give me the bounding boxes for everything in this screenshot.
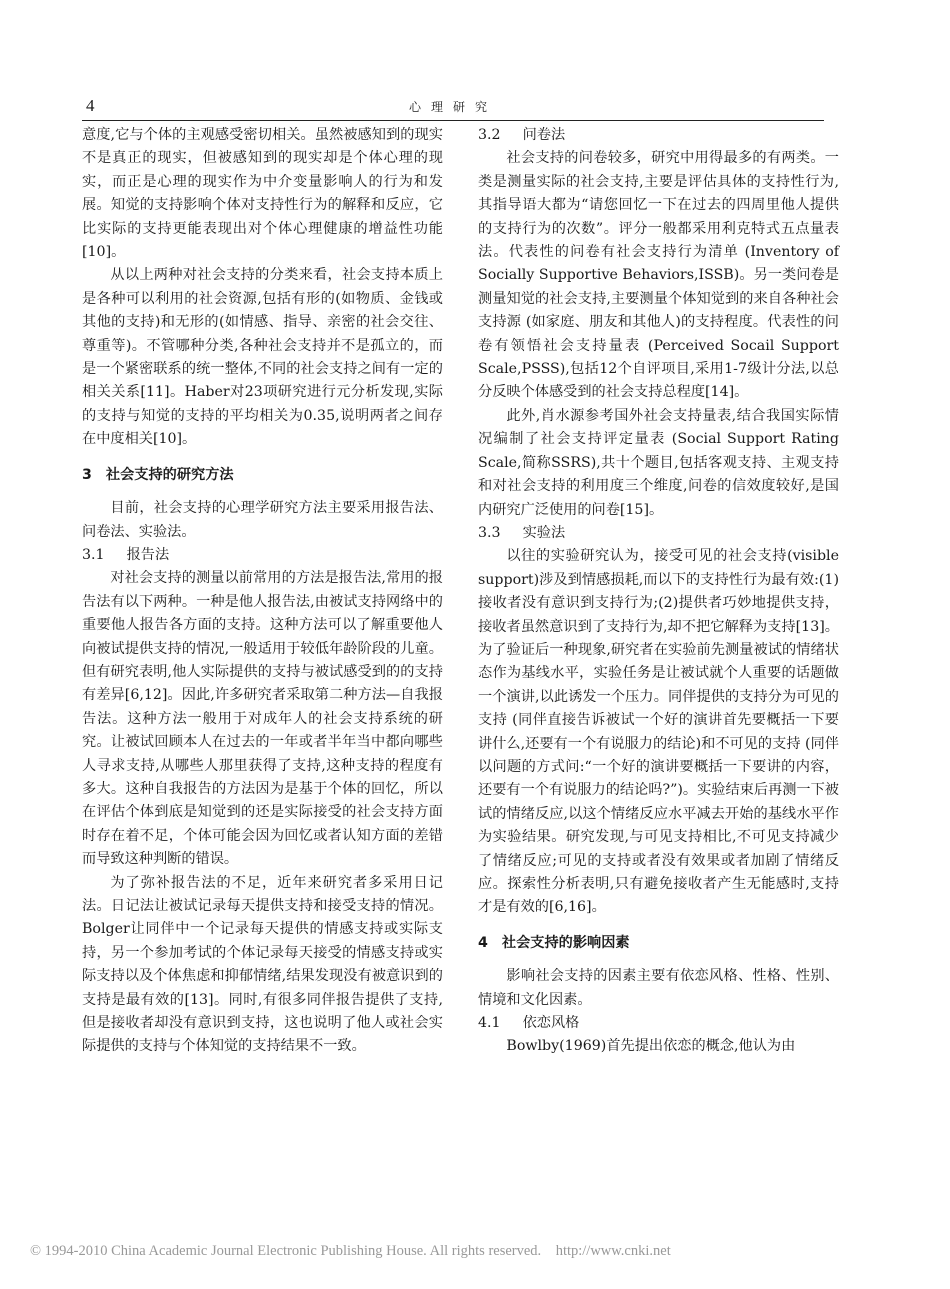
subsection-title: 问卷法 bbox=[522, 127, 566, 143]
section-number: 3 bbox=[82, 466, 92, 483]
right-column bbox=[478, 124, 839, 1059]
section-number: 4 bbox=[478, 934, 488, 951]
paragraph: Bowlby(1969)首先提出依恋的概念,他认为由 bbox=[506, 1038, 796, 1055]
copyright-footer bbox=[30, 1243, 671, 1260]
paragraph: 影响社会支持的因素主要有依恋风格、性格、性别、情境和文化因素。 bbox=[478, 968, 839, 1008]
paragraph: 意度,它与个体的主观感受密切相关。虽然被感知到的现实不是真正的现实，但被感知到的现实却是个体心理的现实，而正是心理的现实作为中介变量影响人的行为和发展。知觉的支持影响个体对支持性行为的解释和反应，它比实际的支持更能表现出对个体心理健康的增益性功能[10]。 bbox=[82, 127, 443, 261]
journal-title: 心理研究 bbox=[408, 100, 497, 114]
paragraph: 从以上两种对社会支持的分类来看，社会支持本质上是各种可以利用的社会资源,包括有形的(如物质、金钱或其他的支持)和无形的(如情感、指导、亲密的社会交往、尊重等)。不管哪种分类,各种社会支持并不是孤立的，而是一个紧密联系的统一整体,不同的社会支持之间有一定的相关关系[11]。Haber对23项研究进行元分析发现,实际的支持与知觉的支持的平均相关为0.35,说明两者之间存在中度相关[10]。 bbox=[82, 267, 443, 448]
subsection-number: 3.2 bbox=[478, 127, 501, 143]
section-title: 社会支持的影响因素 bbox=[501, 934, 630, 951]
section-heading bbox=[82, 464, 443, 487]
subsection-number: 3.1 bbox=[82, 546, 105, 563]
subsection-number: 4.1 bbox=[478, 1015, 501, 1032]
section-heading bbox=[478, 932, 839, 955]
subsection-title: 报告法 bbox=[126, 546, 170, 563]
paragraph: 对社会支持的测量以前常用的方法是报告法,常用的报告法有以下两种。一种是他人报告法,由被试支持网络中的重要他人报告各方面的支持。这种方法可以了解重要他人向被试提供支持的情况,一般适用于较低年龄阶段的儿童。但有研究表明,他人实际提供的支持与被试感受到的的支持有差异[6,12]。因此,许多研究者采取第二种方法—自我报告法。这种方法一般用于对成年人的社会支持系统的研究。让被试回顾本人在过去的一年或者半年当中都向哪些人寻求支持,从哪些人那里获得了支持,这种支持的程度有多大。这种自我报告的方法因为是基于个体的回忆，所以在评估个体到底是知觉到的还是实际接受的社会支持方面时存在着不足，个体可能会因为回忆或者认知方面的差错而导致这种判断的错误。 bbox=[82, 570, 443, 868]
subsection-number: 3.3 bbox=[478, 524, 501, 541]
paragraph: 以往的实验研究认为，接受可见的社会支持(visible support)涉及到情感损耗,而以下的支持性行为最有效:(1)接收者没有意识到支持行为;(2)提供者巧妙地提供支持，接收者虽然意识到了支持行为,却不把它解释为支持[13]。为了验证后一种现象,研究者在实验前先测量被试的情绪状态作为基线水平，实验任务是让被试就个人重要的话题做一个演讲,以此诱发一个压力。同伴提供的支持分为可见的支持 (同伴直接告诉被试一个好的演讲首先要概括一下要讲什么,还要有一个有说服力的结论)和不可见的支持 (同伴以问题的方式问:“一个好的演讲要概括一下要讲的内容，还要有一个有说服力的结论吗?”)。实验结束后再测一下被试的情绪反应,以这个情绪反应水平减去开始的基线水平作为实验结果。研究发现,与可见支持相比,不可见支持减少了情绪反应;可见的支持或者没有效果或者加剧了情绪反应。探索性分析表明,只有避免接收者产生无能感时,支持才是有效的[6,16]。 bbox=[478, 548, 839, 916]
copyright-text: © 1994-2010 China Academic Journal Electronic Publishing House. All rights reserved. bbox=[30, 1243, 542, 1259]
footer-url: http://www.cnki.net bbox=[555, 1243, 671, 1259]
subsection-title: 依恋风格 bbox=[522, 1015, 580, 1032]
paragraph: 此外,肖水源参考国外社会支持量表,结合我国实际情况编制了社会支持评定量表 (Social Support Rating Scale,简称SSRS),共十个题目,包括客观支持、主观支持和对社会支持的利用度三个维度,问卷的信效度较好,是国内研究广泛使用的问卷[15]。 bbox=[478, 407, 839, 518]
page-number: 4 bbox=[86, 96, 95, 115]
subsection-heading bbox=[478, 124, 839, 147]
section-title: 社会支持的研究方法 bbox=[105, 466, 234, 483]
running-header bbox=[82, 94, 824, 121]
left-column bbox=[82, 124, 443, 1059]
paragraph: 社会支持的问卷较多，研究中用得最多的有两类。一类是测量实际的社会支持,主要是评估具体的支持性行为,其指导语大都为“请您回忆一下在过去的四周里他人提供的支持行为的次数”。评分一般都采用利克特式五点量表法。代表性的问卷有社会支持行为清单 (Inventory of Socially Supportive Behaviors,ISSB)。另一类问卷是测量知觉的社会支持,主要测量个体知觉到的来自各种社会支持源 (如家庭、朋友和其他人)的支持程度。代表性的问卷有领悟社会支持量表 (Perceived Socail Support Scale,PSSS),包括12个自评项目,采用1-7级计分法,以总分反映个体感受到的社会支持总程度[14]。 bbox=[478, 150, 839, 401]
subsection-heading bbox=[82, 544, 443, 567]
paragraph: 目前，社会支持的心理学研究方法主要采用报告法、问卷法、实验法。 bbox=[82, 500, 443, 540]
paragraph: 为了弥补报告法的不足，近年来研究者多采用日记法。日记法让被试记录每天提供支持和接受支持的情况。Bolger让同伴中一个记录每天提供的情感支持或实际支持，另一个参加考试的个体记录每天接受的情感支持或实际支持以及个体焦虑和抑郁情绪,结果发现没有被意识到的支持是最有效的[13]。同时,有很多同伴报告提供了支持,但是接收者却没有意识到支持，这也说明了他人或社会实际提供的支持与个体知觉的支持结果不一致。 bbox=[82, 874, 443, 1055]
subsection-heading bbox=[478, 522, 839, 545]
subsection-title: 实验法 bbox=[522, 524, 566, 541]
subsection-heading bbox=[478, 1012, 839, 1035]
